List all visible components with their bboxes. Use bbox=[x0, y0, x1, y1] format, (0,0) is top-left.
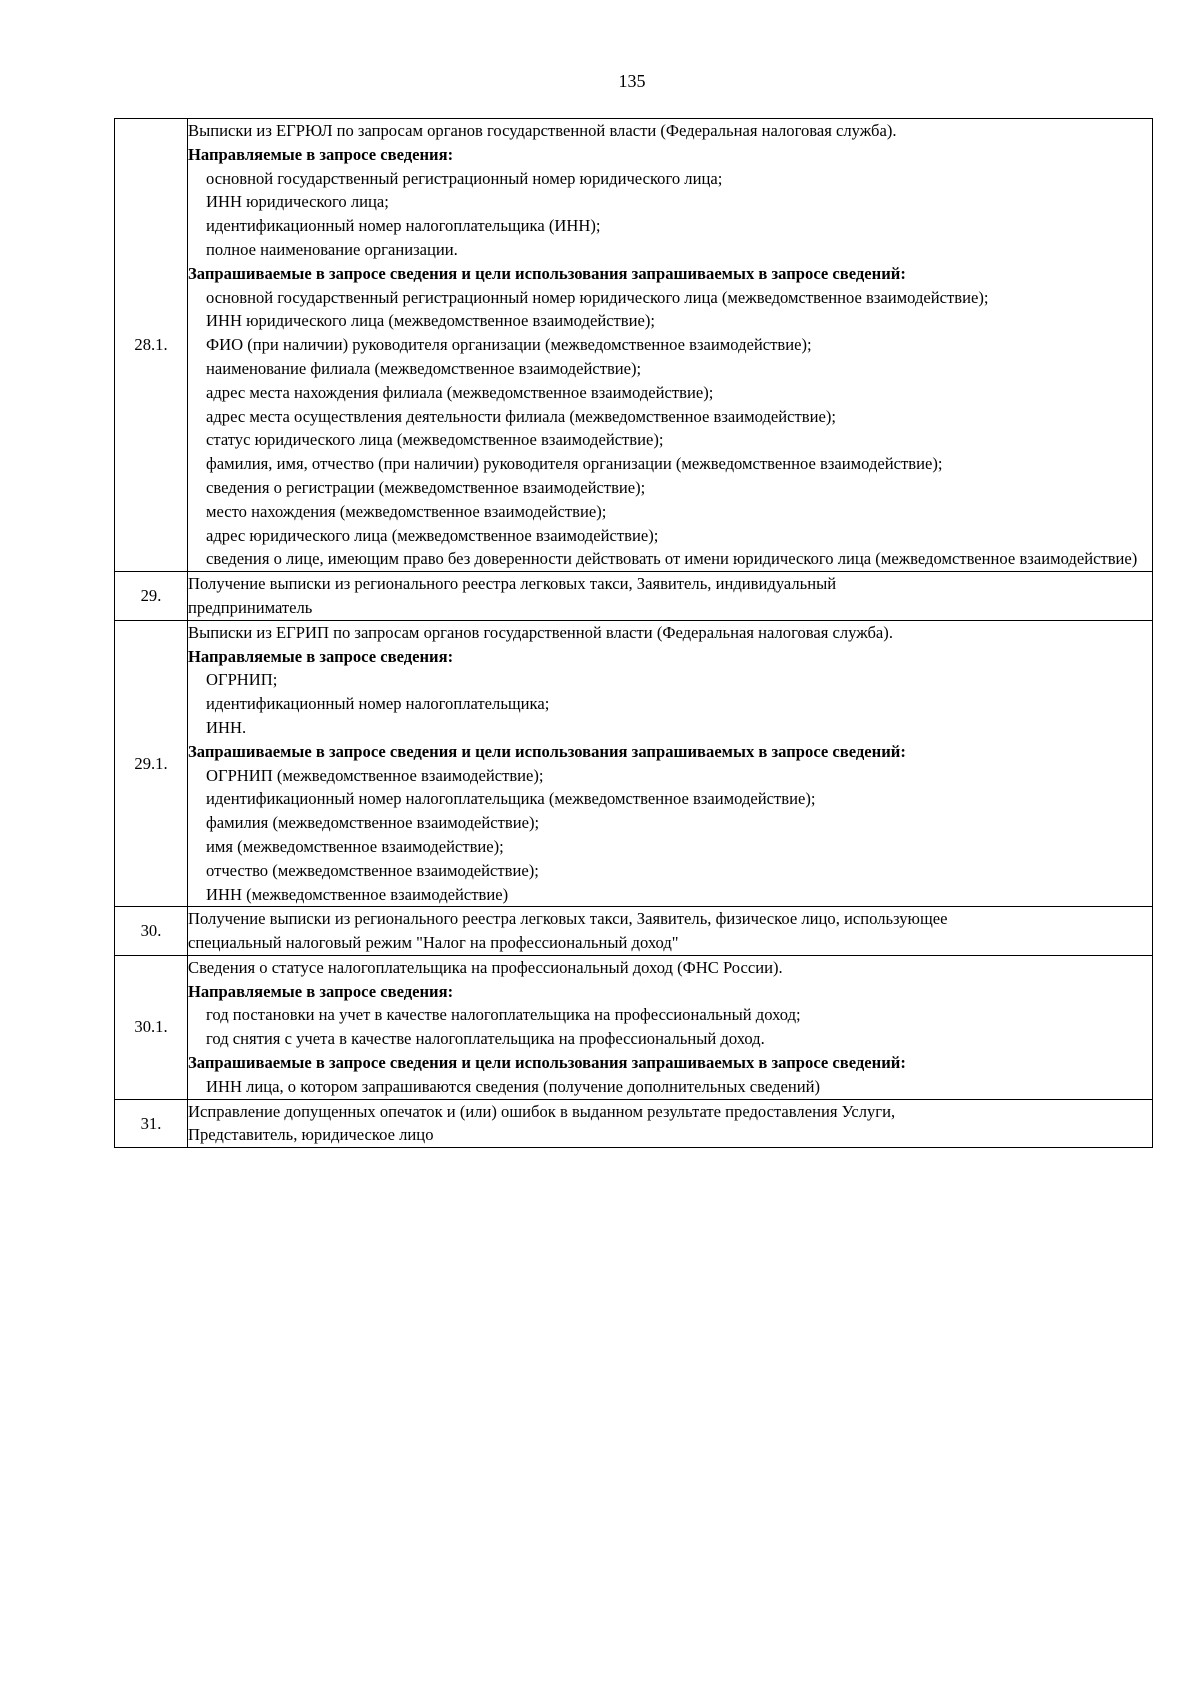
table-row bbox=[115, 955, 1153, 1099]
content-line: основной государственный регистрационный номер юридического лица (межведомственное взаимодействие); bbox=[206, 287, 989, 307]
content-line: Получение выписки из регионального реестра легковых такси, Заявитель, индивидуальный bbox=[188, 574, 837, 594]
table-row bbox=[115, 119, 1153, 572]
row-number: 30. bbox=[115, 907, 188, 956]
content-line: ИНН. bbox=[206, 717, 247, 737]
content-line: фамилия, имя, отчество (при наличии) руководителя организации (межведомственное взаимодействие); bbox=[206, 454, 943, 474]
table-row bbox=[115, 572, 1153, 621]
content-line: Выписки из ЕГРЮЛ по запросам органов государственной власти (Федеральная налоговая служба). bbox=[188, 121, 897, 140]
content-line: фамилия (межведомственное взаимодействие); bbox=[206, 813, 540, 833]
content-line: адрес места нахождения филиала (межведомственное взаимодействие); bbox=[206, 382, 714, 402]
section-heading: Запрашиваемые в запросе сведения и цели использования запрашиваемых в запросе сведений: bbox=[188, 263, 906, 283]
content-line: Исправление допущенных опечаток и (или) ошибок в выданном результате предоставления Услуги, bbox=[188, 1101, 896, 1121]
content-line: год постановки на учет в качестве налогоплательщика на профессиональный доход; bbox=[206, 1005, 801, 1025]
table-body bbox=[115, 119, 1153, 1148]
page-number: 135 bbox=[618, 71, 646, 91]
content-line: статус юридического лица (межведомственное взаимодействие); bbox=[206, 430, 664, 450]
content-line: специальный налоговый режим "Налог на профессиональный доход" bbox=[188, 933, 679, 953]
content-line: место нахождения (межведомственное взаимодействие); bbox=[206, 501, 607, 521]
section-heading: Направляемые в запросе сведения: bbox=[188, 981, 454, 1001]
content-line: адрес юридического лица (межведомственное взаимодействие); bbox=[206, 525, 659, 545]
row-content bbox=[188, 572, 1153, 621]
content-line: ОГРНИП; bbox=[206, 670, 278, 690]
row-content bbox=[188, 620, 1153, 907]
content-line: Сведения о статусе налогоплательщика на профессиональный доход (ФНС России). bbox=[188, 957, 783, 977]
content-line: полное наименование организации. bbox=[206, 239, 458, 259]
row-content bbox=[188, 119, 1153, 572]
row-content bbox=[188, 907, 1153, 956]
row-number: 29.1. bbox=[115, 620, 188, 907]
content-line: наименование филиала (межведомственное взаимодействие); bbox=[206, 358, 642, 378]
table-row bbox=[115, 620, 1153, 907]
table-row bbox=[115, 1099, 1153, 1148]
content-line: ИНН лица, о котором запрашиваются сведения (получение дополнительных сведений) bbox=[206, 1076, 821, 1096]
row-number: 29. bbox=[115, 572, 188, 621]
section-heading: Запрашиваемые в запросе сведения и цели использования запрашиваемых в запросе сведений: bbox=[188, 1053, 906, 1073]
content-line: основной государственный регистрационный номер юридического лица; bbox=[206, 168, 723, 188]
row-content bbox=[188, 1099, 1153, 1148]
row-content bbox=[188, 955, 1153, 1099]
content-line: идентификационный номер налогоплательщика (межведомственное взаимодействие); bbox=[206, 789, 816, 809]
row-number: 30.1. bbox=[115, 955, 188, 1099]
content-line: отчество (межведомственное взаимодействие); bbox=[206, 860, 539, 880]
content-line: ИНН (межведомственное взаимодействие) bbox=[206, 884, 509, 904]
section-heading: Направляемые в запросе сведения: bbox=[188, 144, 454, 164]
content-line: имя (межведомственное взаимодействие); bbox=[206, 836, 504, 856]
content-line: сведения о лице, имеющим право без доверенности действовать от имени юридического лица (межведомственное взаимодействие) bbox=[206, 549, 1138, 569]
content-line: идентификационный номер налогоплательщика; bbox=[206, 694, 550, 714]
content-line: год снятия с учета в качестве налогоплательщика на профессиональный доход. bbox=[206, 1029, 765, 1049]
content-line: Получение выписки из регионального реестра легковых такси, Заявитель, физическое лицо, использующее bbox=[188, 909, 948, 929]
row-number: 28.1. bbox=[115, 119, 188, 572]
content-line: Выписки из ЕГРИП по запросам органов государственной власти (Федеральная налоговая служба). bbox=[188, 622, 893, 642]
section-heading: Запрашиваемые в запросе сведения и цели использования запрашиваемых в запросе сведений: bbox=[188, 741, 906, 761]
row-number: 31. bbox=[115, 1099, 188, 1148]
content-line: предприниматель bbox=[188, 597, 313, 617]
content-line: ОГРНИП (межведомственное взаимодействие); bbox=[206, 765, 544, 785]
content-line: ИНН юридического лица; bbox=[206, 192, 389, 212]
content-line: ФИО (при наличии) руководителя организации (межведомственное взаимодействие); bbox=[206, 335, 812, 355]
content-line: ИНН юридического лица (межведомственное взаимодействие); bbox=[206, 311, 656, 331]
content-line: сведения о регистрации (межведомственное взаимодействие); bbox=[206, 477, 646, 497]
content-line: Представитель, юридическое лицо bbox=[188, 1125, 434, 1145]
services-table bbox=[114, 118, 1153, 1148]
content-line: идентификационный номер налогоплательщика (ИНН); bbox=[206, 216, 601, 236]
table-row bbox=[115, 907, 1153, 956]
content-line: адрес места осуществления деятельности филиала (межведомственное взаимодействие); bbox=[206, 406, 837, 426]
section-heading: Направляемые в запросе сведения: bbox=[188, 646, 454, 666]
